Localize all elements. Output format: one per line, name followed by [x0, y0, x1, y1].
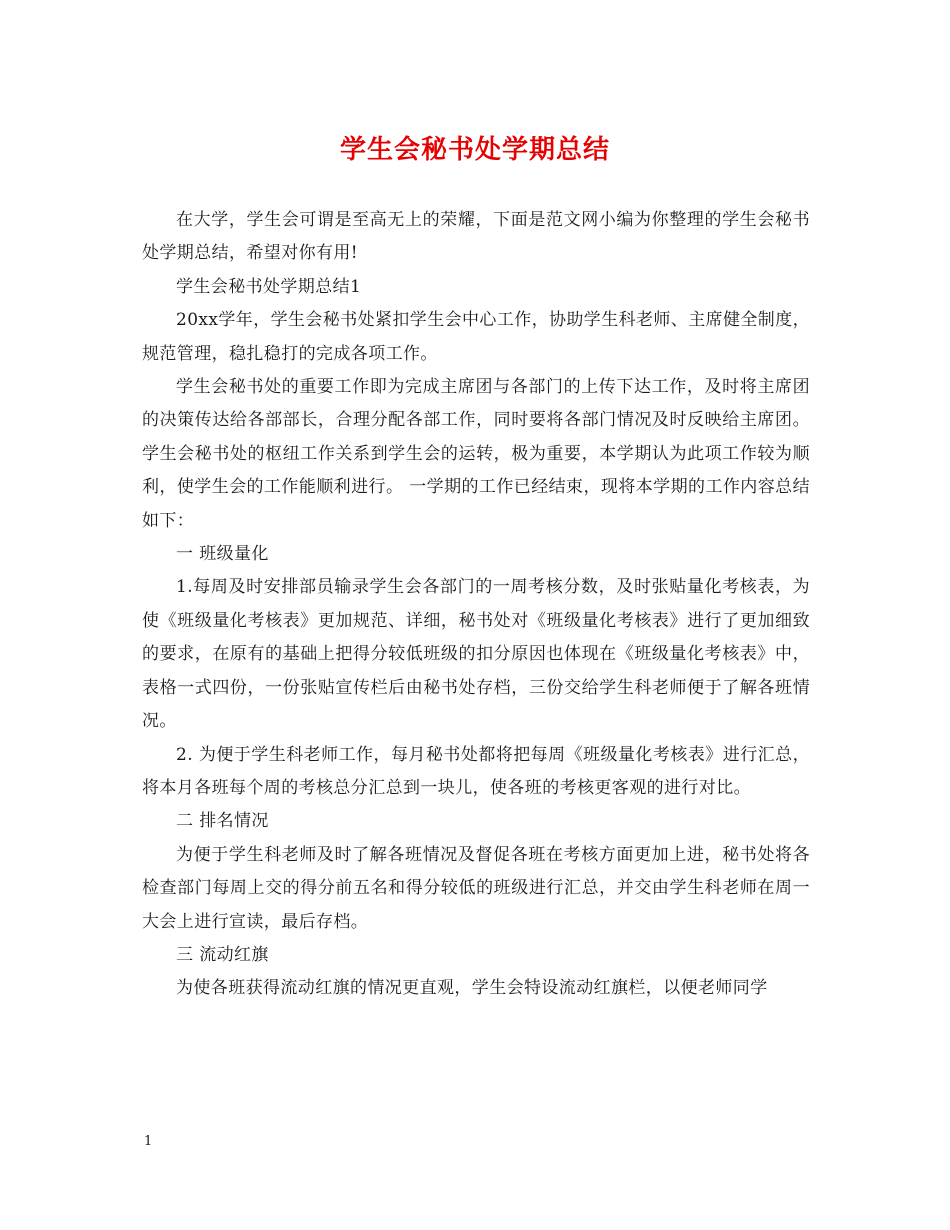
- section-heading-ranking: 二 排名情况: [176, 811, 269, 832]
- paragraph-main-duties: 学生会秘书处的重要工作即为完成主席团与各部门的上传下达工作，及时将主席团的决策传达给各部部长，合理分配各部工作，同时要将各部门情况及时反映给主席团。学生会秘书处的枢纽工作关系到学生会的运转，极为重要，本学期认为此项工作较为顺利，使学生会的工作能顺利进行。 一学期的工作已经结束，现将本学期的工作内容总结如下：: [142, 377, 810, 531]
- paragraph-overview: 20xx学年，学生会秘书处紧扣学生会中心工作，协助学生科老师、主席健全制度，规范管理，稳扎稳打的完成各项工作。: [142, 310, 811, 364]
- paragraph-intro: 在大学，学生会可谓是至高无上的荣耀，下面是范文网小编为你整理的学生会秘书处学期总结，希望对你有用!: [142, 210, 810, 264]
- paragraph-red-flag: 为使各班获得流动红旗的情况更直观，学生会特设流动红旗栏，以便老师同学: [176, 978, 768, 999]
- paragraph-item-1: 1.每周及时安排部员输录学生会各部门的一周考核分数，及时张贴量化考核表，为使《班级量化考核表》更加规范、详细，秘书处对《班级量化考核表》进行了更加细致的要求，在原有的基础上把得分较低班级的扣分原因也体现在《班级量化考核表》中，表格一式四份，一份张贴宣传栏后由秘书处存档，三份交给学生科老师便于了解各班情况。: [142, 577, 810, 732]
- paragraph-ranking: 为便于学生科老师及时了解各班情况及督促各班在考核方面更加上进，秘书处将各检查部门每周上交的得分前五名和得分较低的班级进行汇总，并交由学生科老师在周一大会上进行宣读，最后存档。: [142, 844, 810, 932]
- section-heading-red-flag: 三 流动红旗: [176, 944, 269, 965]
- document-body: [142, 204, 810, 1006]
- document-title: 学生会秘书处学期总结: [339, 135, 610, 165]
- section-heading-class-quantification: 一 班级量化: [176, 544, 269, 565]
- page-number: 1: [144, 1134, 153, 1149]
- paragraph-item-2: 2. 为便于学生科老师工作，每月秘书处都将把每周《班级量化考核表》进行汇总，将本月各班每个周的考核总分汇总到一块儿，使各班的考核更客观的进行对比。: [142, 744, 810, 798]
- section-heading-summary-1: 学生会秘书处学期总结1: [176, 276, 362, 297]
